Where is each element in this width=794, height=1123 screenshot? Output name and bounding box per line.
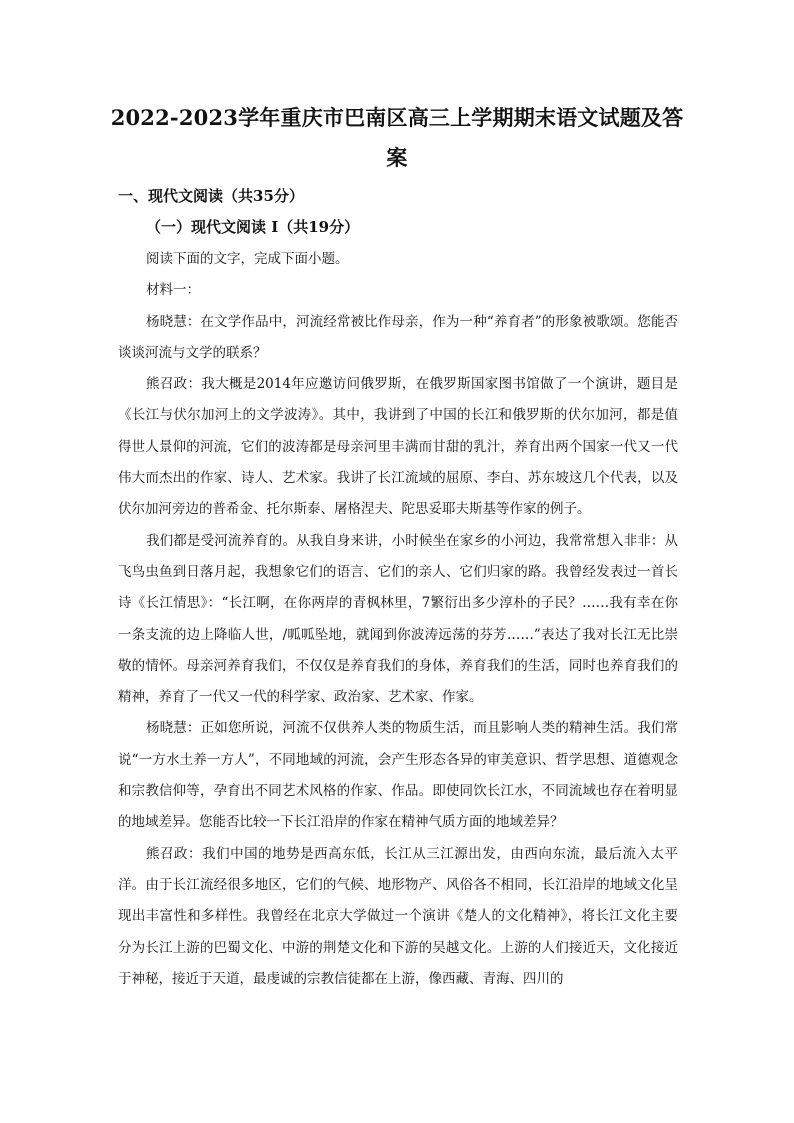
paragraph: 杨晓慧：正如您所说，河流不仅供养人类的物质生活，而且影响人类的精神生活。我们常说“一方水土养一方人”，不同地域的河流，会产生形态各异的审美意识、哲学思想、道德观念和宗教信仰等，孕育出不同艺术风格的作家、作品。即使同饮长江水，不同流域也存在着明显的地域差异。您能否比较一下长江沿岸的作家在精神气质方面的地域差异？ <box>118 720 678 831</box>
paragraph: 熊召政：我们中国的地势是西高东低，长江从三江源出发，由西向东流，最后流入太平洋。由于长江流经很多地区，它们的气候、地形物产、风俗各不相同，长江沿岸的地域文化呈现出丰富性和多样性。我曾经在北京大学做过一个演讲《楚人的文化精神》，将长江文化主要分为长江上游的巴蜀文化、中游的荆楚文化和下游的吴越文化。上游的人们接近天，文化接近于神秘，接近于天道，最虔诚的宗教信徒都在上游，像西藏、青海、四川的 <box>118 845 678 987</box>
document-title: 2022-2023学年重庆市巴南区高三上学期期末语文试题及答案 <box>110 105 684 170</box>
instruction-text: 阅读下面的文字，完成下面小题。 <box>146 251 349 267</box>
paragraph: 熊召政：我大概是2014年应邀访问俄罗斯，在俄罗斯国家图书馆做了一个演讲，题目是《长江与伏尔加河上的文学波涛》。其中，我讲到了中国的长江和俄罗斯的伏尔加河，都是值得世人景仰的河流，它们的波涛都是母亲河里丰满而甘甜的乳汁，养育出两个国家一代又一代伟大而杰出的作家、诗人、艺术家。我讲了长江流域的屈原、李白、苏东坡这几个代表，以及伏尔加河旁边的普希金、托尔斯泰、屠格涅夫、陀思妥耶夫斯基等作家的例子。 <box>118 376 678 518</box>
subsection-heading: （一）现代文阅读 I（共19分） <box>146 218 360 236</box>
material-label: 材料一： <box>146 282 200 299</box>
paragraph: 杨晓慧：在文学作品中，河流经常被比作母亲，作为一种“养育者”的形象被歌颂。您能否谈谈河流与文学的联系？ <box>118 313 678 361</box>
paragraph: 我们都是受河流养育的。从我自身来讲，小时候坐在家乡的小河边，我常常想入非非：从飞鸟虫鱼到日落月起，我想象它们的语言、它们的亲人、它们归家的路。我曾经发表过一首长诗《长江情思》：“长江啊，在你两岸的青枫林里，7繁衍出多少淳朴的子民？……我有幸在你一条支流的边上降临人世，/呱呱坠地，就闻到你波涛远荡的芬芳……”表达了我对长江无比崇敬的情怀。母亲河养育我们，不仅仅是养育我们的身体，养育我们的生活，同时也养育我们的精神，养育了一代又一代的科学家、政治家、艺术家、作家。 <box>118 532 678 706</box>
document-body <box>118 244 678 995</box>
section-heading: 一、现代文阅读（共35分） <box>118 187 304 205</box>
